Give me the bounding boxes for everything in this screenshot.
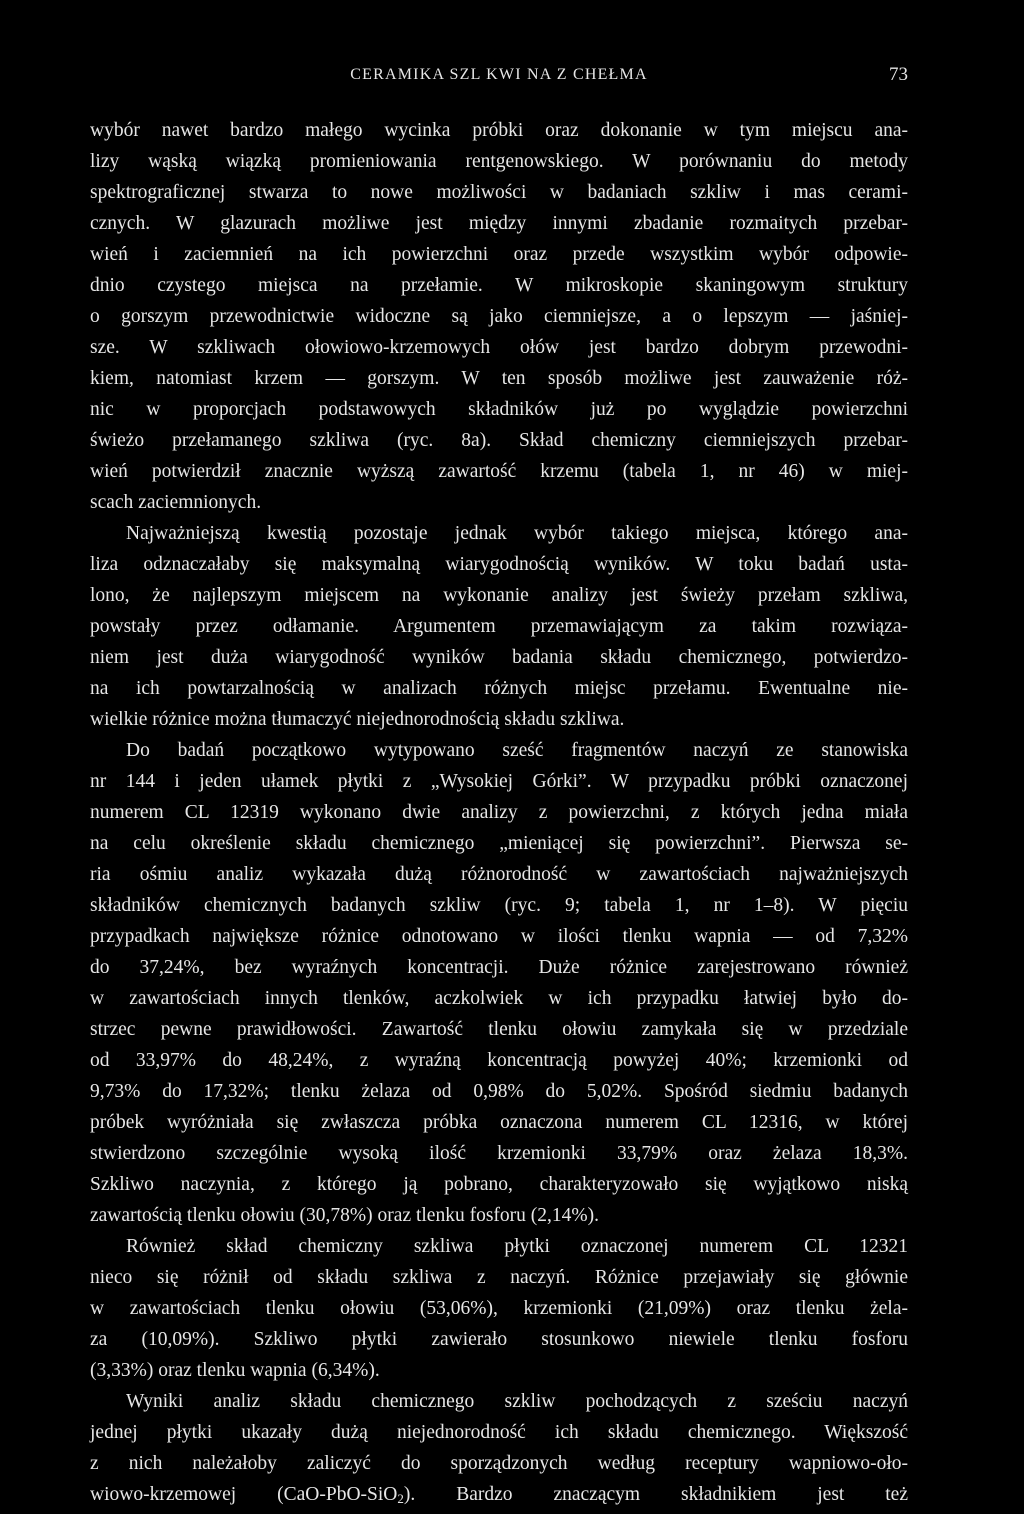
text-line: wień potwierdził znacznie wyższą zawartość krzemu (tabela 1, nr 46) w miej- <box>90 461 908 482</box>
formula-subscript: 2 <box>397 1491 404 1506</box>
paragraph-1 <box>90 115 908 518</box>
paragraph-2 <box>90 518 908 735</box>
text-line: świeżo przełamanego szkliwa (ryc. 8a). Skład chemiczny ciemniejszych przebar- <box>90 430 908 451</box>
text-line: wielkie różnice można tłumaczyć niejednorodnością składu szkliwa. <box>90 709 625 730</box>
text-line: do 37,24%, bez wyraźnych koncentracji. Duże różnice zarejestrowano również <box>90 957 908 978</box>
text-line: wybór nawet bardzo małego wycinka próbki oraz dokonanie w tym miejscu ana- <box>90 120 908 141</box>
text-line: w zawartościach innych tlenków, aczkolwiek w ich przypadku łatwiej było do- <box>90 988 908 1009</box>
text-line: 9,73% do 17,32%; tlenku żelaza od 0,98% do 5,02%. Spośród siedmiu badanych <box>90 1081 908 1102</box>
paragraph-5 <box>90 1386 908 1510</box>
text-line: jednej płytki ukazały dużą niejednorodność ich składu chemicznego. Większość <box>90 1422 908 1443</box>
text-line: strzec pewne prawidłowości. Zawartość tlenku ołowiu zamykała się w przedziale <box>90 1019 908 1040</box>
text-line: na ich powtarzalnością w analizach różnych miejsc przełamu. Ewentualne nie- <box>90 678 908 699</box>
text-line: spektrograficznej stwarza to nowe możliwości w badaniach szkliw i mas cerami- <box>90 182 908 203</box>
text-line: Wyniki analiz składu chemicznego szkliw pochodzących z sześciu naczyń <box>126 1391 908 1412</box>
text-line: cznych. W glazurach możliwe jest między innymi zbadanie rozmaitych przebar- <box>90 213 908 234</box>
page-number: 73 <box>889 64 908 85</box>
paragraph-3 <box>90 735 908 1231</box>
text-line: z nich należałoby zaliczyć do sporządzonych według receptury wapniowo-oło- <box>90 1453 908 1474</box>
text-line: kiem, natomiast krzem — gorszym. W ten sposób możliwe jest zauważenie róż- <box>90 368 908 389</box>
text-line: liza odznaczałaby się maksymalną wiarygodnością wyników. W toku badań usta- <box>90 554 908 575</box>
paragraph-4 <box>90 1231 908 1386</box>
text-line: zawartością tlenku ołowiu (30,78%) oraz tlenku fosforu (2,14%). <box>90 1205 600 1226</box>
text-line: nic w proporcjach podstawowych składników już po wyglądzie powierzchni <box>90 399 908 420</box>
text-line: niem jest duża wiarygodność wyników badania składu chemicznego, potwierdzo- <box>90 647 908 668</box>
text-line-with-formula <box>90 1479 908 1510</box>
running-title: CERAMIKA SZL KWI NA Z CHEŁMA <box>350 66 648 83</box>
text-line: scach zaciemnionych. <box>90 492 262 513</box>
text-line: sze. W szkliwach ołowiowo-krzemowych ołów jest bardzo dobrym przewodni- <box>90 337 908 358</box>
body-text <box>90 115 908 1510</box>
text-line: nr 144 i jeden ułamek płytki z „Wysokiej Górki”. W przypadku próbki oznaczonej <box>90 771 908 792</box>
text-line: Również skład chemiczny szkliwa płytki oznaczonej numerem CL 12321 <box>126 1236 908 1257</box>
text-line: (3,33%) oraz tlenku wapnia (6,34%). <box>90 1360 380 1381</box>
text-line: składników chemicznych badanych szkliw (ryc. 9; tabela 1, nr 1–8). W pięciu <box>90 895 908 916</box>
text-line: Do badań początkowo wytypowano sześć fragmentów naczyń ze stanowiska <box>126 740 908 761</box>
text-line: wień i zaciemnień na ich powierzchni oraz przede wszystkim wybór odpowie- <box>90 244 908 265</box>
text-line: lono, że najlepszym miejscem na wykonanie analizy jest świeży przełam szkliwa, <box>90 585 908 606</box>
text-line: ria ośmiu analiz wykazała dużą różnorodność w zawartościach najważniejszych <box>90 864 908 885</box>
text-line: od 33,97% do 48,24%, z wyraźną koncentracją powyżej 40%; krzemionki od <box>90 1050 908 1071</box>
formula-suffix: ). Bardzo znaczącym składnikiem jest też <box>403 1484 908 1505</box>
text-line: na celu określenie składu chemicznego „mieniącej się powierzchni”. Pierwsza se- <box>90 833 908 854</box>
text-line: o gorszym przewodnictwie widoczne są jako ciemniejsze, a o lepszym — jaśniej- <box>90 306 908 327</box>
page-header <box>90 62 908 88</box>
text-line: numerem CL 12319 wykonano dwie analizy z powierzchni, z których jedna miała <box>90 802 908 823</box>
text-line: lizy wąską wiązką promieniowania rentgenowskiego. W porównaniu do metody <box>90 151 908 172</box>
formula-prefix: wiowo-krzemowej (CaO-PbO-SiO <box>90 1484 398 1505</box>
text-line: Szkliwo naczynia, z którego ją pobrano, charakteryzowało się wyjątkowo niską <box>90 1174 908 1195</box>
text-line: próbek wyróżniała się zwłaszcza próbka oznaczona numerem CL 12316, w której <box>90 1112 908 1133</box>
text-line: dnio czystego miejsca na przełamie. W mikroskopie skaningowym struktury <box>90 275 908 296</box>
text-line: stwierdzono szczególnie wysoką ilość krzemionki 33,79% oraz żelaza 18,3%. <box>90 1143 908 1164</box>
text-line: powstały przez odłamanie. Argumentem przemawiającym za takim rozwiąza- <box>90 616 908 637</box>
text-line: w zawartościach tlenku ołowiu (53,06%), krzemionki (21,09%) oraz tlenku żela- <box>90 1298 908 1319</box>
text-line: nieco się różnił od składu szkliwa z naczyń. Różnice przejawiały się głównie <box>90 1267 908 1288</box>
text-line: Najważniejszą kwestią pozostaje jednak wybór takiego miejsca, którego ana- <box>126 523 908 544</box>
text-line: przypadkach największe różnice odnotowano w ilości tlenku wapnia — od 7,32% <box>90 926 908 947</box>
text-line: za (10,09%). Szkliwo płytki zawierało stosunkowo niewiele tlenku fosforu <box>90 1329 908 1350</box>
